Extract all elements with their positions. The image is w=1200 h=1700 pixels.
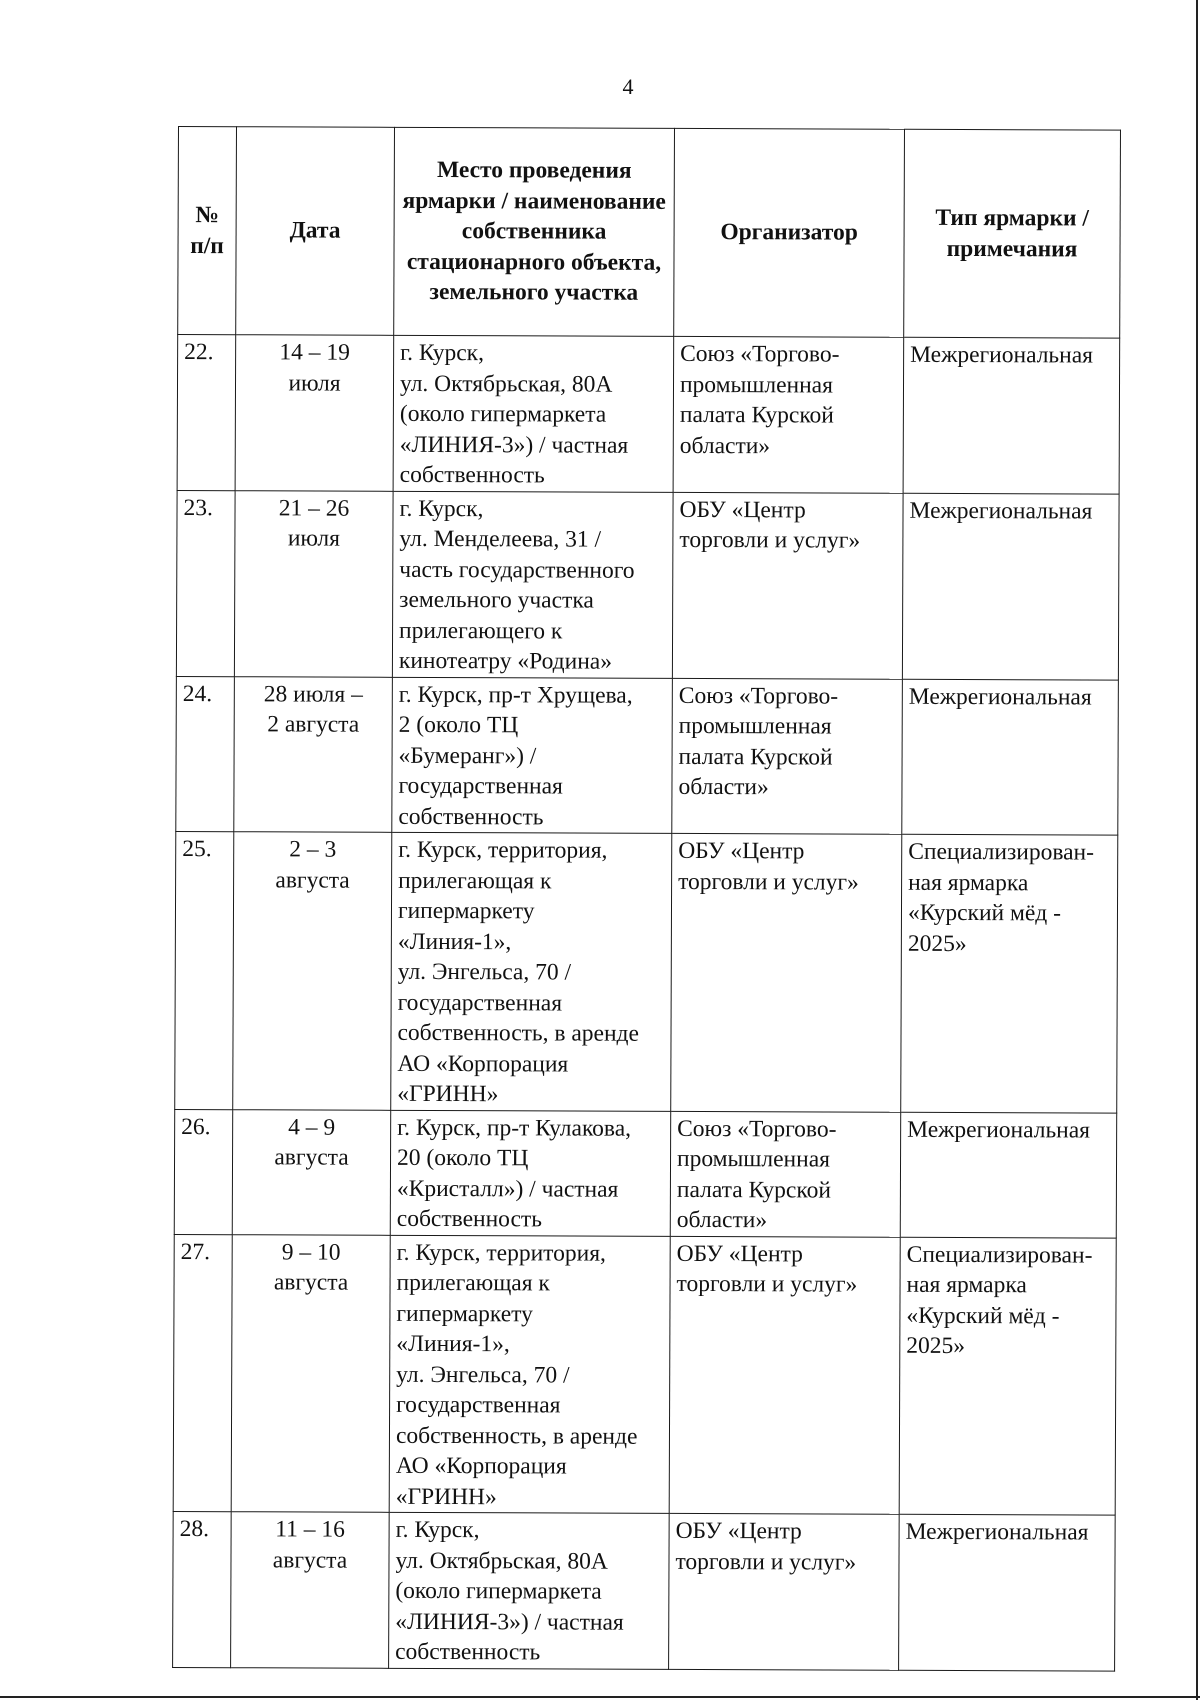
table-row <box>176 490 1119 680</box>
table-header-row <box>178 127 1121 339</box>
header-type: Тип ярмарки / примечания <box>904 129 1121 338</box>
cell-number: 27. <box>173 1234 232 1512</box>
cell-place: г. Курск, ул. Октябрьская, 80А (около гипермаркета «ЛИНИЯ-3») / частная собственность <box>393 335 674 492</box>
table-row <box>175 831 1118 1112</box>
scan-edge-bottom <box>0 1696 1200 1698</box>
cell-date: 28 июля – 2 августа <box>234 676 393 832</box>
scan-edge-right <box>1196 0 1198 1700</box>
table-body <box>173 335 1120 1671</box>
cell-number: 23. <box>176 490 235 676</box>
table-row <box>173 1511 1116 1670</box>
cell-place: г. Курск, территория, прилегающая к гипермаркету «Линия-1», ул. Энгельса, 70 / государственная собственность, в аренде АО «Корпорация «ГРИНН» <box>389 1235 670 1514</box>
cell-type: Межрегиональная <box>902 493 1119 680</box>
cell-type: Межрегиональная <box>903 337 1120 493</box>
cell-number: 22. <box>177 335 236 491</box>
cell-type: Межрегиональная <box>902 679 1119 835</box>
table-row <box>176 676 1119 835</box>
cell-number: 26. <box>174 1109 232 1234</box>
cell-organizer: ОБУ «Центр торговли и услуг» <box>671 833 902 1111</box>
cell-place: г. Курск, ул. Октябрьская, 80А (около гипермаркета «ЛИНИЯ-3») / частная собственность <box>389 1512 670 1669</box>
table-row <box>173 1234 1116 1515</box>
cell-type: Специализирован- ная ярмарка «Курский мёд - 2025» <box>901 834 1118 1112</box>
cell-organizer: Союз «Торгово- промышленная палата Курской области» <box>673 336 904 492</box>
table-row <box>177 335 1120 494</box>
cell-date: 11 – 16 августа <box>231 1512 390 1668</box>
cell-date: 9 – 10 августа <box>231 1234 390 1512</box>
cell-organizer: ОБУ «Центр торговли и услуг» <box>669 1513 900 1669</box>
cell-organizer: Союз «Торгово- промышленная палата Курской области» <box>670 1111 900 1237</box>
cell-organizer: ОБУ «Центр торговли и услуг» <box>672 492 903 679</box>
cell-place: г. Курск, территория, прилегающая к гипермаркету «Линия-1», ул. Энгельса, 70 / государственная собственность, в аренде АО «Корпорация «ГРИНН» <box>391 832 672 1111</box>
cell-organizer: ОБУ «Центр торговли и услуг» <box>669 1236 900 1514</box>
table-row <box>174 1109 1116 1238</box>
cell-number: 25. <box>175 831 234 1109</box>
cell-date: 14 – 19 июля <box>235 335 394 491</box>
header-place: Место проведения ярмарки / наименование собственника стационарного объекта, земельного участка <box>394 127 675 336</box>
cell-date: 4 – 9 августа <box>232 1109 390 1235</box>
cell-number: 24. <box>176 676 235 832</box>
cell-place: г. Курск, пр-т Хрущева, 2 (около ТЦ «Бумеранг») / государственная собственность <box>392 677 673 834</box>
cell-type: Межрегиональная <box>900 1112 1116 1238</box>
cell-place: г. Курск, пр-т Кулакова, 20 (около ТЦ «Кристалл») / частная собственность <box>390 1110 670 1236</box>
fairs-schedule-table <box>172 126 1121 1671</box>
cell-type: Межрегиональная <box>899 1514 1116 1670</box>
cell-number: 28. <box>173 1511 232 1667</box>
cell-place: г. Курск, ул. Менделеева, 31 / часть государственного земельного участка прилегающего к кинотеатру «Родина» <box>392 491 673 678</box>
header-date: Дата <box>236 127 395 336</box>
page-number: 4 <box>622 74 634 99</box>
cell-date: 21 – 26 июля <box>234 490 393 677</box>
cell-type: Специализирован- ная ярмарка «Курский мёд - 2025» <box>899 1237 1116 1515</box>
header-number: № п/п <box>178 127 237 335</box>
cell-date: 2 – 3 августа <box>233 832 392 1110</box>
header-organizer: Организатор <box>674 128 905 337</box>
cell-organizer: Союз «Торгово- промышленная палата Курской области» <box>672 678 903 834</box>
